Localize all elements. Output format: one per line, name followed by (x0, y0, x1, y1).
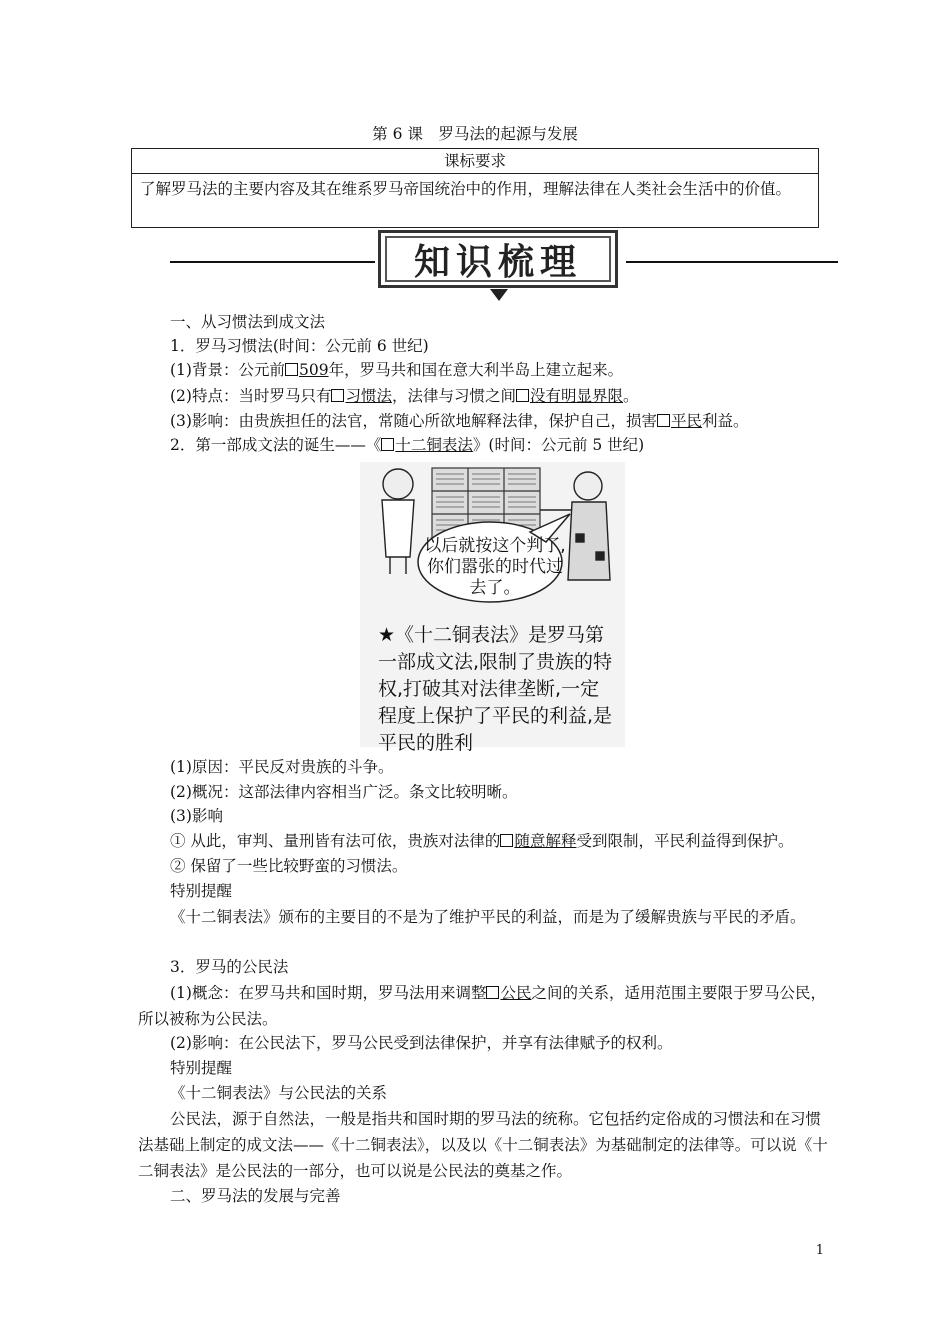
banner-rule-right (626, 261, 838, 263)
text-segment: (2)特点：当时罗马只有 (170, 387, 332, 405)
text-segment: ① 从此，审判、量刑皆有法可依，贵族对法律的 (170, 832, 501, 850)
item1-influence (170, 409, 749, 433)
text-segment: 2．第一部成文法的诞生——《 (170, 436, 382, 454)
answer-blank: 十二铜表法 (395, 436, 473, 454)
page-title: 第 6 课 罗马法的起源与发展 (372, 125, 578, 143)
item2-heading (170, 433, 644, 457)
blank-box-icon (285, 363, 298, 376)
answer-blank: 没有明显界限 (530, 387, 624, 405)
banner-rule-left (170, 261, 375, 263)
answer-blank: 习惯法 (345, 387, 392, 405)
section-heading-2: 二、罗马法的发展与完善 (170, 1187, 341, 1205)
banner-title: 知识梳理 (385, 236, 611, 282)
answer-blank: 509 (298, 361, 329, 379)
answer-blank: 随意解释 (514, 832, 577, 850)
blank-box-icon (657, 414, 670, 427)
item3-heading: 3．罗马的公民法 (170, 958, 289, 976)
requirements-text: 了解罗马法的主要内容及其在维系罗马帝国统治中的作用，理解法律在人类社会生活中的价值。 (140, 180, 792, 198)
item2-impact-heading: (3)影响 (170, 807, 223, 825)
illustration-twelve-tables (360, 462, 625, 754)
text-segment: 之间的关系，适用范围主要限于罗马公民，所以被称为公民法。 (138, 984, 826, 1028)
text-segment: 。 (623, 387, 639, 405)
item2-overview: (2)概况：这部法律内容相当广泛。条文比较明晰。 (170, 783, 518, 801)
item2-cause: (1)原因：平民反对贵族的斗争。 (170, 758, 394, 776)
figure-caption: ★《十二铜表法》是罗马第一部成文法,限制了贵族的特权,打破其对法律垄断,一定程度上保护了平民的利益,是平民的胜利 (378, 624, 613, 754)
item1-background (170, 358, 623, 382)
requirements-header: 课标要求 (132, 149, 818, 174)
item2-impact-1 (170, 829, 793, 853)
answer-blank: 公民 (500, 984, 532, 1002)
tip-heading-1: 特别提醒 (170, 882, 233, 900)
item3-concept (138, 980, 828, 1032)
tip-text-1: 《十二铜表法》颁布的主要目的不是为了维护平民的利益，而是为了缓解贵族与平民的矛盾。 (170, 908, 806, 926)
answer-blank: 平民 (670, 412, 702, 430)
tip-subheading-2: 《十二铜表法》与公民法的关系 (170, 1084, 388, 1102)
blank-box-icon (331, 389, 344, 402)
item3-impact: (2)影响：在公民法下，罗马公民受到法律保护，并享有法律赋予的权利。 (170, 1034, 673, 1052)
section-banner (378, 230, 618, 288)
text-segment: ，法律与习惯之间 (391, 387, 516, 405)
tip-heading-2: 特别提醒 (170, 1059, 233, 1077)
text-segment: 受到限制，平民利益得到保护。 (576, 832, 794, 850)
blank-box-icon (381, 438, 394, 451)
page-number: 1 (815, 1243, 824, 1258)
requirements-table (131, 148, 819, 228)
text-segment: 》(时间：公元前 5 世纪) (472, 436, 645, 454)
text-segment: (1)背景：公元前 (170, 361, 285, 379)
text-segment: (1)概念：在罗马共和国时期，罗马法用来调整 (170, 984, 487, 1002)
blank-box-icon (516, 389, 529, 402)
blank-box-icon (486, 986, 499, 999)
banner-pointer-icon (490, 289, 508, 301)
section-heading-1: 一、从习惯法到成文法 (170, 313, 326, 331)
text-segment: (3)影响：由贵族担任的法官，常随心所欲地解释法律，保护自己，损害 (170, 412, 657, 430)
speech-bubble-text: 以后就按这个判了,你们嚣张的时代过去了。 (424, 536, 566, 598)
text-segment: 年，罗马共和国在意大利半岛上建立起来。 (328, 361, 624, 379)
tip-text-2: 公民法，源于自然法，一般是指共和国时期的罗马法的统称。它包括约定俗成的习惯法和在习惯法基础上制定的成文法——《十二铜表法》，以及以《十二铜表法》为基础制定的法律等。可以说《十二铜表法》是公民法的一部分，也可以说是公民法的奠基之作。 (138, 1110, 828, 1180)
blank-box-icon (500, 834, 513, 847)
item2-impact-2: ② 保留了一些比较野蛮的习惯法。 (170, 857, 408, 875)
item1-heading: 1．罗马习惯法(时间：公元前 6 世纪) (170, 337, 429, 355)
item1-features (170, 384, 639, 408)
text-segment: 利益。 (701, 412, 749, 430)
